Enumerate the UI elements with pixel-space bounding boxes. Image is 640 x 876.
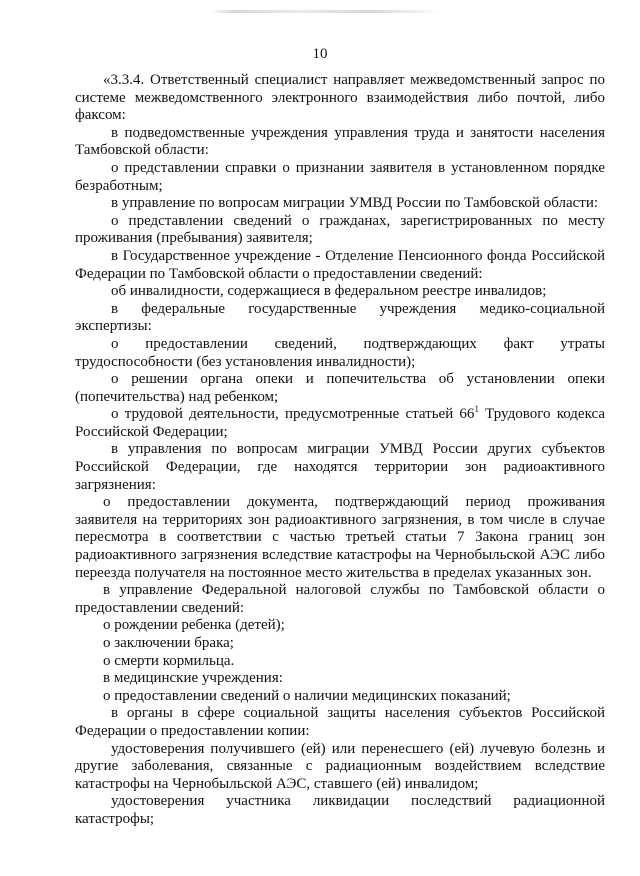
paragraph-text: о предоставлении документа, подтверждающий период проживания заявителя на территориях зон радиоактивного загрязнения, в том числе в случае пересмотра в соответствии с частью третьей статьи 7 Закона границ зон радиоактивного загрязнения вследствие катастрофы на Чернобыльской АЭС либо переезда получателя на постоянное место жительства в пределах указанных зон. (75, 494, 605, 581)
paragraph (75, 653, 605, 671)
paragraph (75, 248, 605, 283)
paragraph-text: удостоверения получившего (ей) или перенесшего (ей) лучевую болезнь и другие заболевания, связанные с радиационным воздействием вследствие катастрофы на Чернобыльской АЭС, ставшего (ей) инвалидом; (75, 740, 605, 792)
paragraph (75, 125, 605, 160)
page-number: 10 (312, 46, 328, 62)
paragraph-text: в медицинские учреждения: (103, 670, 283, 687)
paragraph-text: об инвалидности, содержащиеся в федеральном реестре инвалидов; (111, 283, 547, 300)
paragraph (75, 441, 605, 494)
paragraph-text: о решении органа опеки и попечительства об установлении опеки (попечительства) над ребенком; (75, 371, 605, 405)
paragraph (75, 213, 605, 248)
paragraph (75, 688, 605, 706)
paragraph (75, 670, 605, 688)
paragraph (75, 160, 605, 195)
paragraph (75, 793, 605, 828)
paragraph (75, 406, 605, 441)
paragraph-text: в управления по вопросам миграции УМВД России других субъектов Российской Федерации, где находятся территории зон радиоактивного загрязнения: (75, 441, 605, 493)
paragraph (75, 336, 605, 371)
paragraph-text-tail: Трудового кодекса Российской Федерации; (75, 406, 606, 440)
paragraph (75, 72, 605, 125)
paragraph-text: в управление Федеральной налоговой службы по Тамбовской области о предоставлении сведений: (75, 582, 605, 616)
paragraph-text: о представлении сведений о гражданах, зарегистрированных по месту проживания (пребывания) заявителя; (75, 212, 605, 247)
paragraph-text: о трудовой деятельности, предусмотренные статьей 66 (111, 406, 475, 423)
paragraph-text: о смерти кормильца. (103, 652, 235, 669)
paragraph (75, 283, 605, 301)
paragraph-text: в органы в сфере социальной защиты населения субъектов Российской Федерации о предоставлении копии: (75, 705, 605, 739)
document-body (75, 72, 605, 829)
paragraph (75, 494, 605, 582)
paragraph-text: о предоставлении сведений о наличии медицинских показаний; (103, 687, 511, 704)
paragraph-text: удостоверения участника ликвидации последствий радиационной катастрофы; (75, 793, 605, 827)
paragraph (75, 195, 605, 213)
paragraph-text: о рождении ребенка (детей); (103, 617, 285, 634)
paragraph-text: в федеральные государственные учреждения медико-социальной экспертизы: (75, 300, 605, 335)
paragraph (75, 635, 605, 653)
paragraph (75, 741, 605, 794)
paragraph-text: в подведомственные учреждения управления труда и занятости населения Тамбовской области: (75, 124, 605, 159)
scan-artifact (210, 10, 440, 13)
paragraph (75, 582, 605, 617)
paragraph (75, 617, 605, 635)
paragraph (75, 301, 605, 336)
paragraph (75, 371, 605, 406)
paragraph-text: «3.3.4. Ответственный специалист направляет межведомственный запрос по системе межведомственного электронного взаимодействия либо почтой, либо факсом: (75, 72, 605, 124)
paragraph-text: о представлении справки о признании заявителя в установленном порядке безработным; (75, 159, 605, 194)
paragraph-text: в управление по вопросам миграции УМВД России по Тамбовской области: (111, 195, 599, 212)
paragraph (75, 705, 605, 740)
paragraph-text: о заключении брака; (103, 635, 234, 651)
paragraph-text: о предоставлении сведений, подтверждающих факт утраты трудоспособности (без установления инвалидности); (75, 335, 605, 370)
superscript: 1 (474, 404, 479, 415)
paragraph-text: в Государственное учреждение - Отделение Пенсионного фонда Российской Федерации по Тамбовской области о предоставлении сведений: (75, 247, 605, 282)
